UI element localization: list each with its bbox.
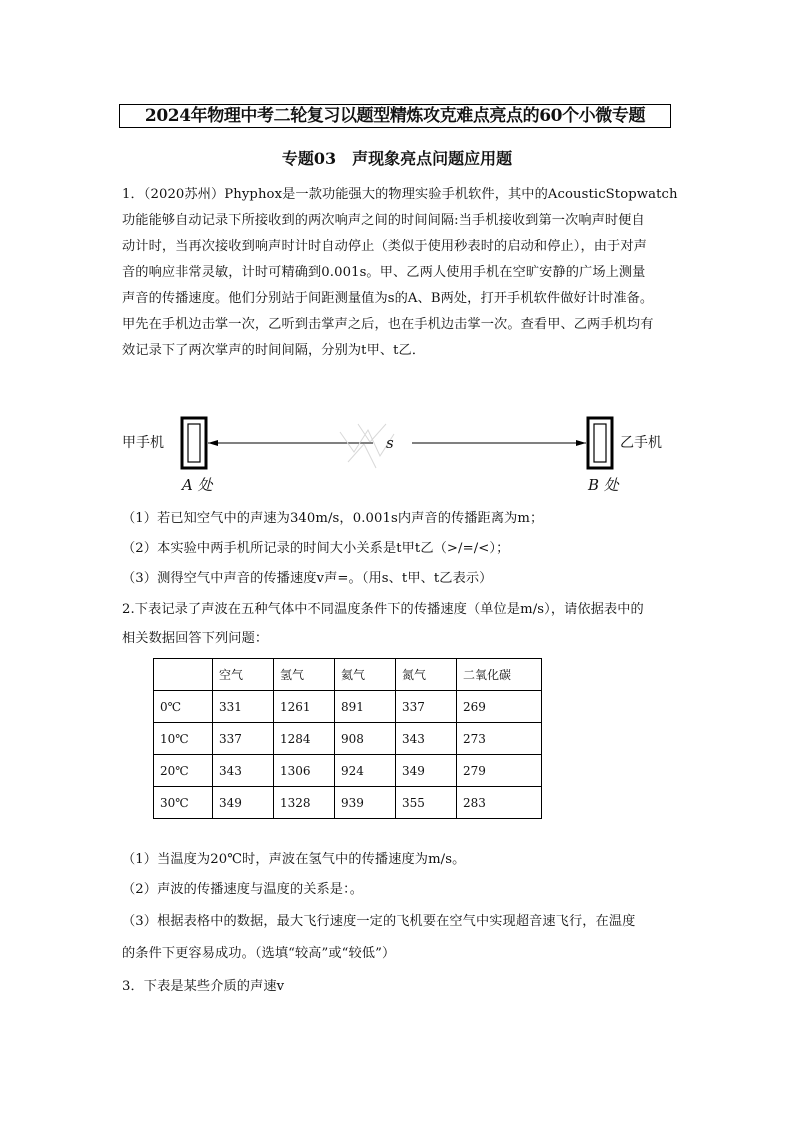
sound-speed-table xyxy=(153,658,542,819)
table-header-cell: 氢气 xyxy=(274,659,335,691)
distance-label: s xyxy=(386,434,394,452)
q2-intro-1: 2.下表记录了声波在五种气体中不同温度条件下的传播速度（单位是m/s），请依据表中的 xyxy=(122,602,644,617)
table-cell: 349 xyxy=(396,755,457,787)
q2-sub-1: （1）当温度为20℃时，声波在氢气中的传播速度为m/s。 xyxy=(122,852,466,867)
q1-line-4: 音的响应非常灵敏，计时可精确到0.001s。甲、乙两人使用手机在空旷安静的广场上测量 xyxy=(122,265,646,280)
table-cell: 331 xyxy=(213,691,274,723)
q1-line-2: 功能能够自动记录下所接收到的两次响声之间的时间间隔:当手机接收到第一次响声时便自 xyxy=(122,213,645,228)
q2-sub-2: （2）声波的传播速度与温度的关系是：。 xyxy=(122,882,364,897)
table-cell: 273 xyxy=(457,723,542,755)
table-row xyxy=(154,787,542,819)
q1-sub-1: （1）若已知空气中的声速为340m/s，0.001s内声音的传播距离为m； xyxy=(122,511,544,526)
q1-sub-3: （3）测得空气中声音的传播速度v声=。（用s、t甲、t乙表示） xyxy=(122,571,493,586)
q1-line-3: 动计时，当再次接收到响声时计时自动停止（类似于使用秒表时的启动和停止），由于对声 xyxy=(122,239,647,254)
table-cell: 269 xyxy=(457,691,542,723)
table-cell: 1261 xyxy=(274,691,335,723)
table-cell: 20℃ xyxy=(154,755,213,787)
table-cell: 283 xyxy=(457,787,542,819)
table-row xyxy=(154,723,542,755)
q1-line-6: 甲先在手机边击掌一次，乙听到击掌声之后，也在手机边击掌一次。查看甲、乙两手机均有 xyxy=(122,317,654,332)
phone-b-icon xyxy=(588,418,612,468)
table-cell: 349 xyxy=(213,787,274,819)
table-header-row xyxy=(154,659,542,691)
phone-b-label: 乙手机 xyxy=(620,435,662,451)
q1-line-7: 效记录下了两次掌声的时间间隔，分别为t甲、t乙． xyxy=(122,343,426,358)
table-header-cell xyxy=(154,659,213,691)
table-cell: 279 xyxy=(457,755,542,787)
table-row xyxy=(154,755,542,787)
table-cell: 0℃ xyxy=(154,691,213,723)
table-cell: 355 xyxy=(396,787,457,819)
table-cell: 908 xyxy=(335,723,396,755)
table-cell: 343 xyxy=(213,755,274,787)
q2-sub-3-line-1: （3）根据表格中的数据，最大飞行速度一定的飞机要在空气中实现超音速飞行，在温度 xyxy=(122,914,636,929)
table-cell: 30℃ xyxy=(154,787,213,819)
phone-a-icon xyxy=(182,418,206,468)
q1-line-1: 1．（2020苏州）Phyphox是一款功能强大的物理实验手机软件，其中的AcousticStopwatch xyxy=(122,187,678,202)
table-cell: 343 xyxy=(396,723,457,755)
q1-sub-2: （2）本实验中两手机所记录的时间大小关系是t甲t乙（>/=/<）； xyxy=(122,541,510,556)
table-cell: 1328 xyxy=(274,787,335,819)
table-row xyxy=(154,691,542,723)
table-header-cell: 空气 xyxy=(213,659,274,691)
table-cell: 337 xyxy=(213,723,274,755)
table-header-cell: 氦气 xyxy=(335,659,396,691)
q1-line-5: 声音的传播速度。他们分别站于间距测量值为s的A、B两处，打开手机软件做好计时准备。 xyxy=(122,291,654,306)
table-header-cell: 二氧化碳 xyxy=(457,659,542,691)
position-b-label: B 处 xyxy=(588,476,619,494)
q3-intro: 3．下表是某些介质的声速v xyxy=(122,979,285,994)
table-cell: 1284 xyxy=(274,723,335,755)
q2-intro-2: 相关数据回答下列问题： xyxy=(122,631,269,646)
document-header-title: 2024年物理中考二轮复习以题型精炼攻克难点亮点的60个小微专题 xyxy=(119,104,671,128)
table-cell: 337 xyxy=(396,691,457,723)
table-cell: 891 xyxy=(335,691,396,723)
q2-sub-3-line-2: 的条件下更容易成功。（选填“较高”或“较低”） xyxy=(122,946,396,961)
table-cell: 1306 xyxy=(274,755,335,787)
phone-distance-diagram xyxy=(118,412,678,502)
table-header-cell: 氮气 xyxy=(396,659,457,691)
position-a-label: A 处 xyxy=(182,476,213,494)
table-cell: 10℃ xyxy=(154,723,213,755)
topic-title: 专题03 声现象亮点问题应用题 xyxy=(281,149,513,168)
table-cell: 939 xyxy=(335,787,396,819)
table-cell: 924 xyxy=(335,755,396,787)
phone-a-label: 甲手机 xyxy=(122,435,164,451)
